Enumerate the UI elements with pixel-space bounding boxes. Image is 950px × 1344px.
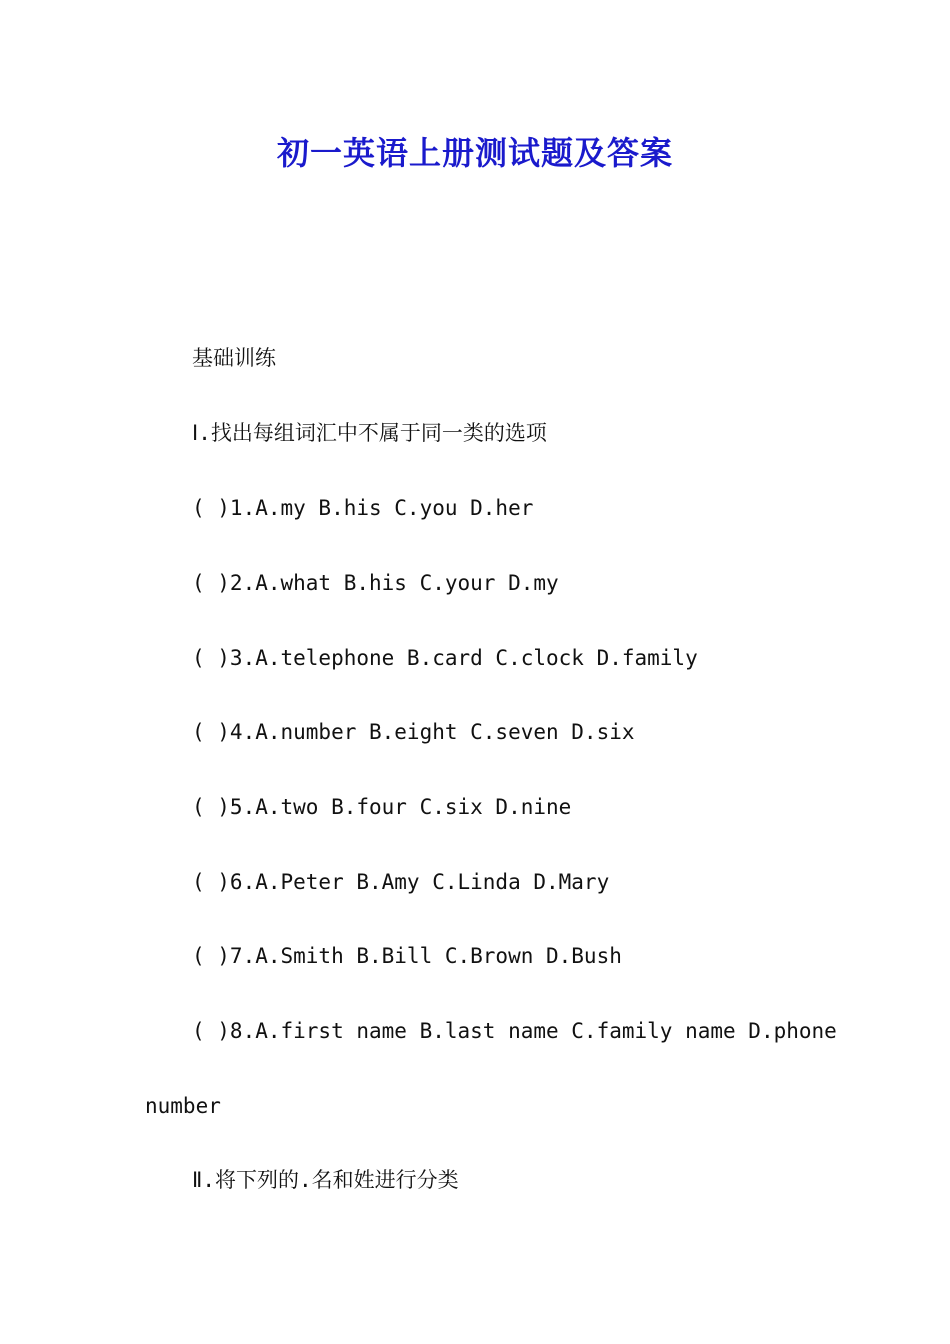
question-8-continuation: number: [145, 1094, 221, 1118]
question-4: ( )4.A.number B.eight C.seven D.six: [192, 720, 635, 744]
section-heading-basic: 基础训练: [192, 346, 276, 370]
question-3: ( )3.A.telephone B.card C.clock D.family: [192, 646, 698, 670]
question-2: ( )2.A.what B.his C.your D.my: [192, 571, 559, 595]
part2-heading: Ⅱ.将下列的.名和姓进行分类: [192, 1168, 459, 1192]
document-title: 初一英语上册测试题及答案: [276, 134, 673, 172]
question-7: ( )7.A.Smith B.Bill C.Brown D.Bush: [192, 944, 622, 968]
part1-heading: Ⅰ.找出每组词汇中不属于同一类的选项: [192, 421, 547, 445]
question-6: ( )6.A.Peter B.Amy C.Linda D.Mary: [192, 870, 610, 894]
question-8: ( )8.A.first name B.last name C.family name D.phone: [192, 1019, 837, 1043]
question-1: ( )1.A.my B.his C.you D.her: [192, 496, 534, 520]
question-5: ( )5.A.two B.four C.six D.nine: [192, 795, 572, 819]
